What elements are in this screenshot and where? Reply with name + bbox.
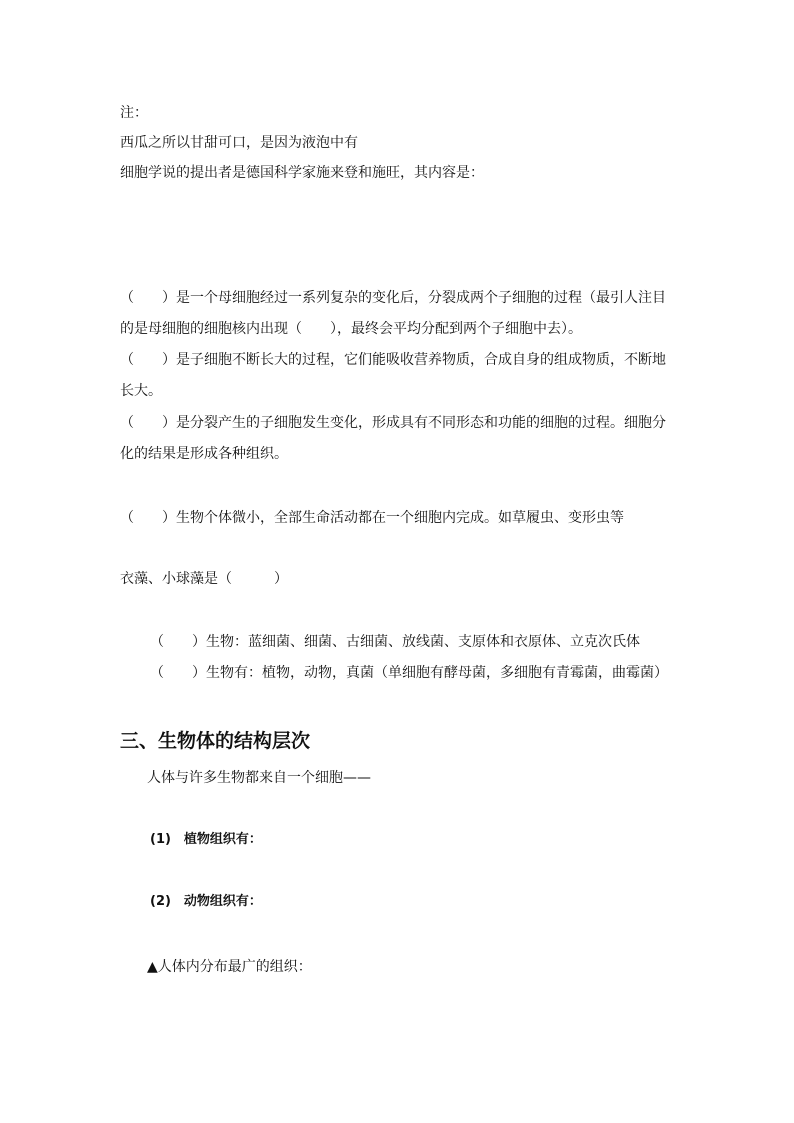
eukaryote-line: （ ）生物有：植物，动物，真菌（单细胞有酵母菌，多细胞有青霉菌，曲霉菌） <box>150 665 668 681</box>
algae-line: 衣藻、小球藻是（ ） <box>120 571 288 587</box>
section-3-heading: 三、生物体的结构层次 <box>120 730 311 752</box>
cell-division-line-1: （ ）是一个母细胞经过一系列复杂的变化后，分裂成两个子细胞的过程（最引人注目 <box>120 290 666 306</box>
widest-tissue-line: ▲人体内分布最广的组织： <box>147 959 312 975</box>
cell-differentiation-line-1: （ ）是分裂产生的子细胞发生变化，形成具有不同形态和功能的细胞的过程。细胞分 <box>120 415 666 431</box>
cell-differentiation-line-2: 化的结果是形成各种组织。 <box>120 446 288 462</box>
cell-origin-line: 人体与许多生物都来自一个细胞—— <box>147 770 371 786</box>
animal-tissue-label: (2) 动物组织有： <box>150 894 262 909</box>
watermelon-line: 西瓜之所以甘甜可口，是因为液泡中有 <box>120 135 358 151</box>
cell-theory-line: 细胞学说的提出者是德国科学家施来登和施旺，其内容是： <box>120 165 484 181</box>
unicellular-organism-line: （ ）生物个体微小，全部生命活动都在一个细胞内完成。如草履虫、变形虫等 <box>120 510 624 526</box>
cell-growth-line-2: 长大。 <box>120 383 162 399</box>
cell-division-line-2: 的是母细胞的细胞核内出现（ ），最终会平均分配到两个子细胞中去）。 <box>120 321 582 337</box>
prokaryote-line: （ ）生物：蓝细菌、细菌、古细菌、放线菌、支原体和衣原体、立克次氏体 <box>150 634 640 650</box>
plant-tissue-label: (1) 植物组织有： <box>150 832 262 847</box>
cell-growth-line-1: （ ）是子细胞不断长大的过程，它们能吸收营养物质，合成自身的组成物质，不断地 <box>120 352 666 368</box>
note-label: 注： <box>120 105 148 121</box>
